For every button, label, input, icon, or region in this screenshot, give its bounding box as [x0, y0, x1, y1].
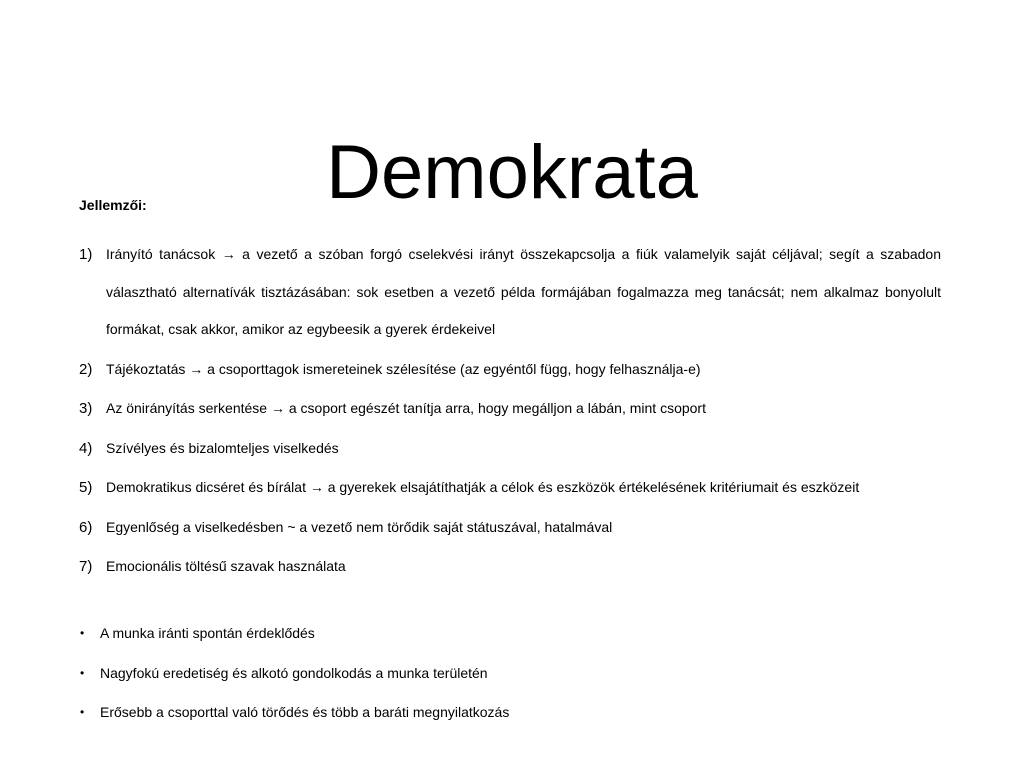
item-number: 4) — [79, 439, 93, 457]
bullet-icon: • — [80, 626, 85, 640]
numbered-item — [79, 509, 941, 547]
item-text: Az önirányítás serkentése → a csoport egészét tanítja arra, hogy megálljon a lábán, mint csoport — [106, 400, 706, 416]
item-number: 3) — [79, 400, 93, 417]
item-text: Demokratikus dicséret és bírálat → a gyerekek elsajátíthatják a célok és eszközök értékelésének kritériumait és eszközeit — [106, 479, 860, 495]
item-number: 2) — [79, 360, 93, 378]
numbered-item — [79, 351, 941, 389]
bullet-text: Erősebb a csoporttal való törődés és több a baráti megnyilatkozás — [100, 704, 510, 720]
bullet-icon: • — [80, 705, 85, 719]
bullet-icon: • — [80, 665, 85, 680]
numbered-item — [79, 548, 941, 586]
numbered-list — [79, 236, 941, 588]
bullet-item — [79, 693, 941, 731]
item-text: Szívélyes és bizalomteljes viselkedés — [106, 439, 339, 456]
item-text: Tájékoztatás → a csoporttagok ismereteinek szélesítése (az egyéntől függ, hogy felhasználja-e) — [106, 360, 701, 377]
slide-title: Demokrata — [326, 129, 698, 215]
item-number: 6) — [79, 518, 93, 536]
numbered-item — [79, 236, 941, 349]
item-text: Emocionális töltésű szavak használata — [106, 558, 346, 574]
numbered-item — [79, 469, 941, 507]
item-text: Egyenlőség a viselkedésben ~ a vezető nem törődik saját státuszával, hatalmával — [106, 518, 613, 535]
bullet-item — [79, 614, 941, 652]
bullet-text: A munka iránti spontán érdeklődés — [100, 625, 315, 641]
section-label: Jellemzői: — [79, 197, 147, 213]
item-number: 1) — [79, 246, 93, 263]
bullet-list — [79, 614, 941, 733]
item-number: 5) — [79, 479, 93, 496]
item-text: Irányító tanácsok → a vezető a szóban forgó cselekvési irányt összekapcsolja a fiúk valamelyik saját céljával; segít a szabadon választható alternatívák tisztázásában: sok esetben a vezető példa formájában fogalmazza meg tanácsát; nem alkalmaz bonyolult formákat, csak akkor, amikor az egybeesik a gyerek érdekeivel — [106, 246, 941, 337]
bullet-text: Nagyfokú eredetiség és alkotó gondolkodás a munka területén — [100, 664, 488, 681]
numbered-item — [79, 390, 941, 428]
item-number: 7) — [79, 558, 93, 575]
bullet-item — [79, 654, 941, 692]
numbered-item — [79, 430, 941, 468]
